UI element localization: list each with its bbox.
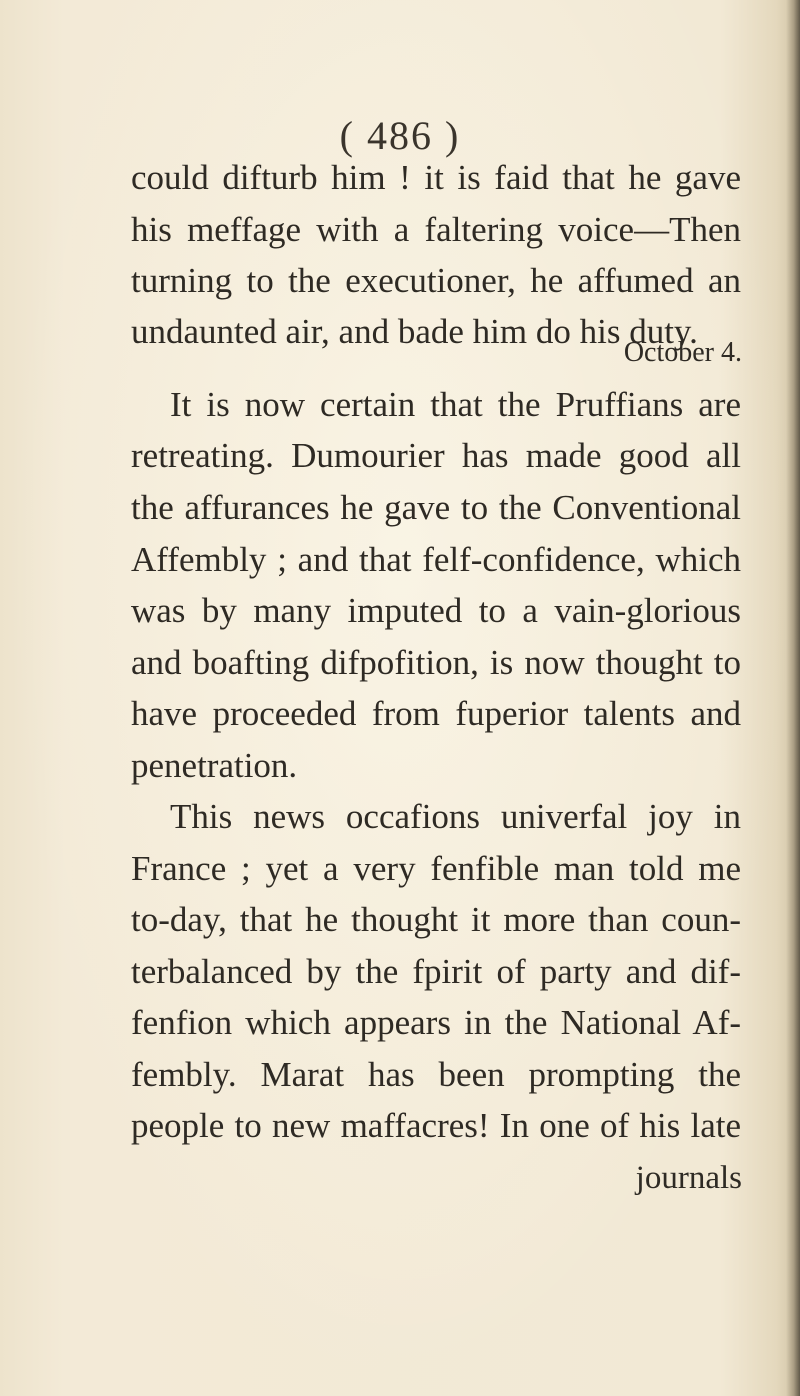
text-line: This news occafions univerfal joy in — [170, 797, 741, 836]
page-edge-shadow — [786, 0, 800, 1396]
page-number: ( 486 ) — [339, 113, 461, 158]
text-line: and boafting difpofition, is now thought to — [131, 643, 741, 682]
text-line: his meffage with a faltering voice—Then — [131, 210, 741, 249]
text-line: have proceeded from fuperior talents and — [131, 694, 741, 733]
text-line: fembly. Marat has been prompting the — [131, 1055, 741, 1094]
text-line: terbalanced by the fpirit of party and dif- — [131, 952, 741, 991]
text-line: France ; yet a very fenfible man told me — [131, 849, 741, 888]
text-line: turning to the executioner, he affumed an — [131, 261, 741, 300]
dateline: October 4. — [623, 337, 742, 368]
text-line: Affembly ; and that felf-confidence, which — [131, 540, 741, 579]
text-line: retreating. Dumourier has made good all — [131, 436, 741, 475]
text-line: undaunted air, and bade him do his duty. — [131, 312, 698, 351]
text-line: It is now certain that the Pruffians are — [170, 385, 741, 424]
text-line: penetration. — [131, 746, 298, 785]
text-line: people to new maffacres! In one of his late — [131, 1106, 741, 1145]
text-line: fenfion which appears in the National Af- — [131, 1003, 741, 1042]
text-line: could difturb him ! it is faid that he gave — [131, 158, 741, 197]
text-line: to-day, that he thought it more than coun- — [131, 900, 741, 939]
catchword: journals — [635, 1160, 742, 1196]
text-line: was by many imputed to a vain-glorious — [131, 591, 741, 630]
text-line: the affurances he gave to the Conventional — [131, 488, 741, 527]
